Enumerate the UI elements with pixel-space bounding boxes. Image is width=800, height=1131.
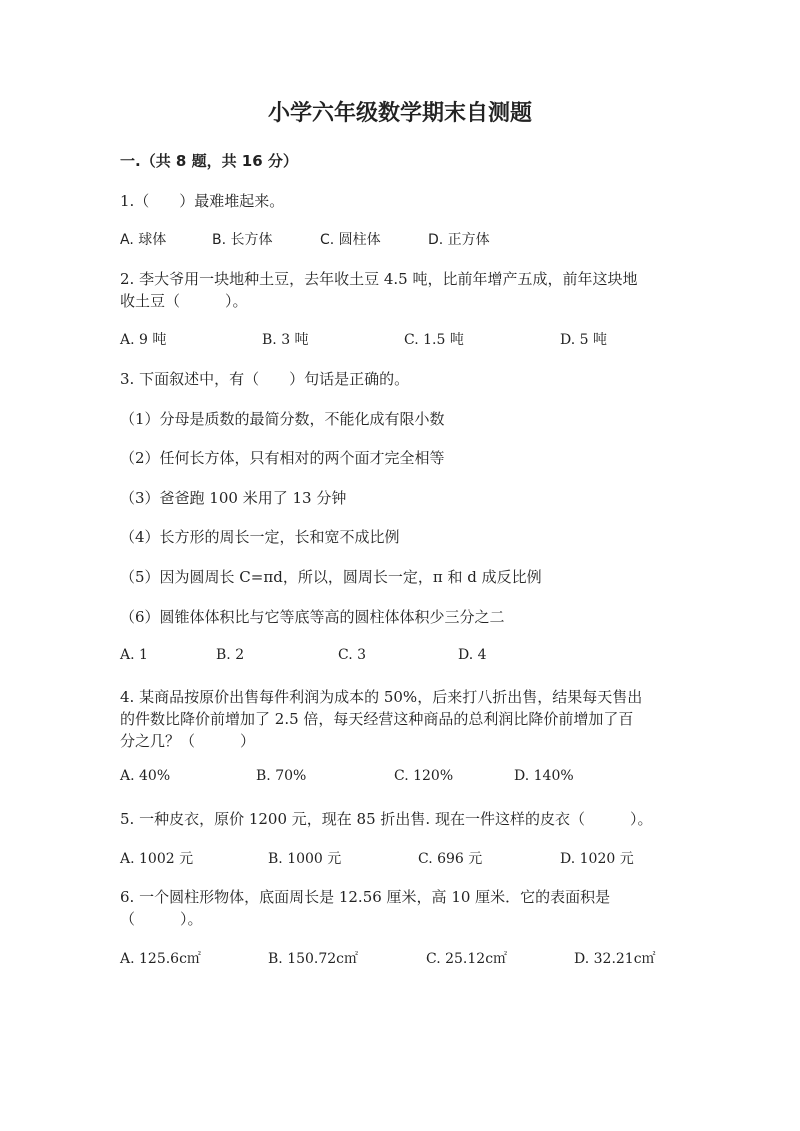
question-4-option-a: A. 40%	[120, 768, 171, 784]
question-3-item-3: （3）爸爸跑 100 米用了 13 分钟	[120, 489, 347, 507]
question-3-item-4: （4）长方形的周长一定，长和宽不成比例	[120, 528, 400, 546]
question-3-item-5: （5）因为圆周长 C=πd，所以，圆周长一定，π 和 d 成反比例	[120, 568, 542, 586]
question-2-option-a: A. 9 吨	[120, 332, 167, 348]
question-1-option-d: D. 正方体	[428, 232, 490, 248]
question-5-option-b: B. 1000 元	[268, 851, 342, 867]
question-6-option-b: B. 150.72c㎡	[268, 951, 359, 967]
question-2-stem-line-1: 2. 李大爷用一块地种土豆，去年收土豆 4.5 吨，比前年增产五成，前年这块地	[120, 270, 638, 288]
question-1-option-b: B. 长方体	[212, 232, 273, 248]
question-4-option-c: C. 120%	[394, 768, 454, 784]
question-5-option-a: A. 1002 元	[120, 851, 194, 867]
question-5-stem: 5. 一种皮衣，原价 1200 元，现在 85 折出售. 现在一件这样的皮衣（ ）。	[120, 810, 653, 828]
question-6-option-c: C. 25.12c㎡	[426, 951, 508, 967]
question-4-stem-line-3: 分之几？（ ）	[120, 732, 256, 750]
question-2-option-d: D. 5 吨	[560, 332, 607, 348]
question-4-stem-line-1: 4. 某商品按原价出售每件利润为成本的 50%，后来打八折出售，结果每天售出	[120, 688, 643, 706]
question-1-option-c: C. 圆柱体	[320, 232, 381, 248]
question-2-option-b: B. 3 吨	[262, 332, 309, 348]
question-6-option-d: D. 32.21c㎡	[574, 951, 656, 967]
question-3-item-1: （1）分母是质数的最简分数，不能化成有限小数	[120, 410, 445, 428]
section-heading: 一.（共 8 题，共 16 分）	[120, 152, 298, 170]
question-3-item-6: （6）圆锥体体积比与它等底等高的圆柱体体积少三分之二	[120, 608, 505, 626]
question-6-stem-line-1: 6. 一个圆柱形物体，底面周长是 12.56 厘米，高 10 厘米．它的表面积是	[120, 888, 611, 906]
question-5-option-c: C. 696 元	[418, 851, 483, 867]
question-1-stem: 1.（ ）最难堆起来。	[120, 192, 285, 210]
question-3-option-b: B. 2	[216, 647, 245, 663]
question-5-option-d: D. 1020 元	[560, 851, 634, 867]
page-title: 小学六年级数学期末自测题	[267, 101, 532, 126]
question-4-option-d: D. 140%	[514, 768, 574, 784]
question-4-stem-line-2: 的件数比降价前增加了 2.5 倍，每天经营这种商品的总利润比降价前增加了百	[120, 710, 634, 728]
question-2-stem-line-2: 收土豆（ ）。	[120, 292, 248, 310]
question-6-stem-line-2: （ ）。	[120, 910, 203, 928]
question-4-option-b: B. 70%	[256, 768, 307, 784]
question-3-option-a: A. 1	[120, 647, 148, 663]
question-2-option-c: C. 1.5 吨	[404, 332, 464, 348]
question-3-option-c: C. 3	[338, 647, 367, 663]
question-6-option-a: A. 125.6c㎡	[120, 951, 201, 967]
question-1-option-a: A. 球体	[120, 232, 167, 248]
question-3-stem: 3. 下面叙述中，有（ ）句话是正确的。	[120, 370, 410, 388]
question-3-option-d: D. 4	[458, 647, 487, 663]
question-3-item-2: （2）任何长方体，只有相对的两个面才完全相等	[120, 449, 445, 467]
